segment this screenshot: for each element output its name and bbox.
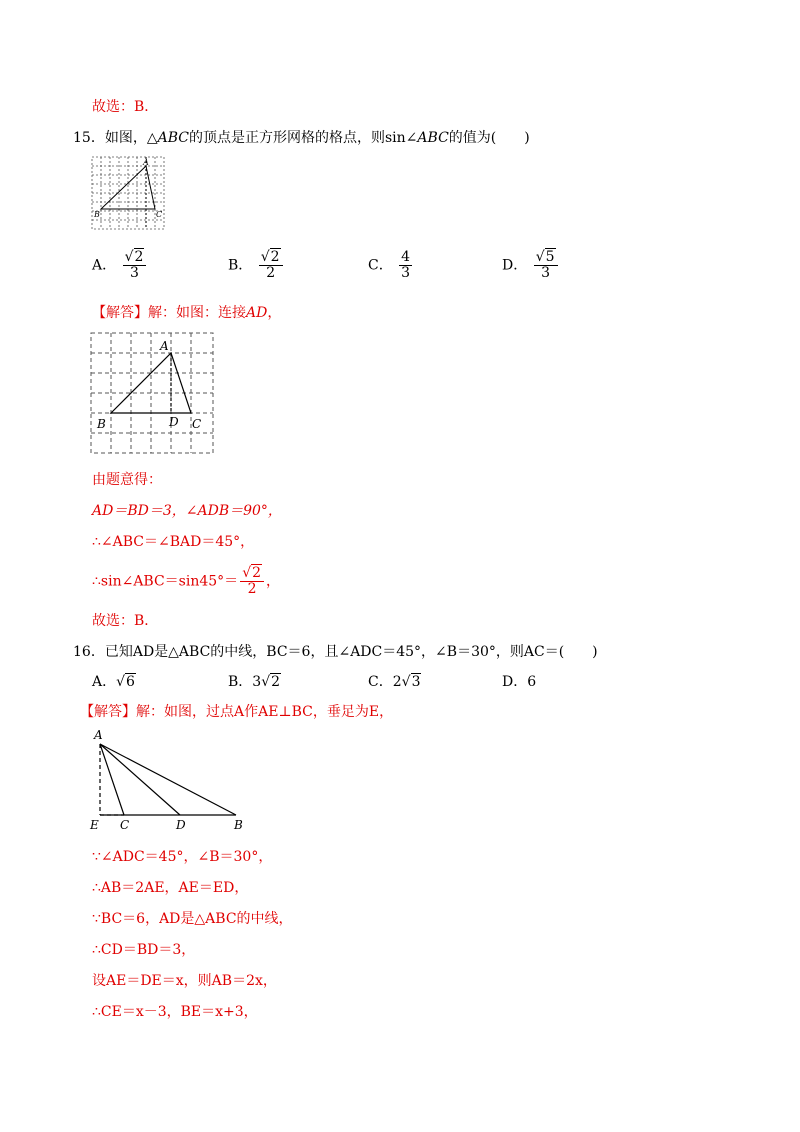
q15-sol-label-b: B xyxy=(97,417,106,431)
q16-solution-l2: ∴AB＝2AE，AE＝ED， xyxy=(92,880,249,896)
q16-option-c-coef: 2 xyxy=(392,674,402,690)
q16-option-a[interactable] xyxy=(92,673,136,691)
q16-option-a-letter: A． xyxy=(92,674,117,690)
q15-solution-l5: 故选：B． xyxy=(92,613,159,629)
q16-option-d-value: 6 xyxy=(527,674,537,690)
q15-stem-b: 的顶点是正方形网格的格点，则 xyxy=(188,130,385,146)
q15-solution-l4-den: 2 xyxy=(247,581,257,597)
q16-sol-label-b: B xyxy=(234,818,243,832)
q16-solution-figure xyxy=(88,727,258,832)
q15-option-a-letter: A． xyxy=(92,257,117,274)
q16-solution-l3: ∵BC＝6，AD是△ABC的中线， xyxy=(92,911,293,927)
q16-option-a-rad: 6 xyxy=(126,674,135,690)
q15-solution-head-var: AD xyxy=(246,305,268,321)
q15-option-a[interactable] xyxy=(92,250,148,281)
sqrt-icon: √ xyxy=(261,674,271,690)
q16-option-b-letter: B． xyxy=(228,674,253,690)
q15-solution-head-end: ， xyxy=(267,305,282,321)
q15-sol-label-c: C xyxy=(192,417,202,431)
q15-sol-label-a: A xyxy=(160,339,169,353)
q15-fig-label-b: B xyxy=(94,210,100,219)
q15-option-b-letter: B． xyxy=(228,257,253,274)
q16-solution-l5: 设AE＝DE＝x，则AB＝2x， xyxy=(92,973,277,989)
q15-fig-label-a: A xyxy=(143,158,149,167)
q15-option-c-num: 4 xyxy=(401,249,411,265)
q16-solution-l6: ∴CE＝x－3，BE＝x+3， xyxy=(92,1004,258,1020)
q15-figure xyxy=(90,155,170,235)
q15-option-d-den: 3 xyxy=(541,265,551,281)
q15-option-d-rad: 5 xyxy=(545,249,555,265)
q15-solution-l4-pre: ∴sin∠ABC＝sin45°＝ xyxy=(92,573,239,590)
q16-stem xyxy=(73,643,598,661)
q15-option-d[interactable] xyxy=(502,250,560,281)
q15-option-c-letter: C． xyxy=(368,257,393,274)
q15-solution-l3: ∴∠ABC＝∠BAD＝45°， xyxy=(92,534,255,550)
sqrt-icon: √ xyxy=(535,249,545,265)
q16-number: 16． xyxy=(73,644,105,660)
q16-solution-l4: ∴CD＝BD＝3， xyxy=(92,942,196,958)
sqrt-icon: √ xyxy=(242,565,252,581)
q16-option-c-rad: 3 xyxy=(411,674,421,690)
q15-number: 15． xyxy=(73,130,105,146)
q16-option-b-coef: 3 xyxy=(252,674,262,690)
q16-option-d[interactable] xyxy=(502,673,536,691)
q15-option-a-rad: 2 xyxy=(134,249,144,265)
q15-solution-l2: AD＝BD＝3，∠ADB＝90°， xyxy=(92,503,282,519)
q16-stem-text: 已知AD是△ABC的中线，BC＝6，且∠ADC＝45°，∠B＝30°，则AC＝( ) xyxy=(104,644,598,660)
q15-solution-figure xyxy=(88,330,218,455)
q15-stem xyxy=(73,129,530,147)
q16-option-b-rad: 2 xyxy=(271,674,281,690)
q16-option-b[interactable] xyxy=(228,673,281,691)
q16-sol-label-d: D xyxy=(176,818,186,832)
q15-stem-abc: ABC xyxy=(157,130,189,146)
q15-option-d-letter: D． xyxy=(502,257,528,274)
q15-stem-c: 的值为( ) xyxy=(448,130,530,146)
q15-sol-label-d: D xyxy=(169,415,179,429)
q15-stem-abc2: ABC xyxy=(417,130,449,146)
q15-solution-l4-rad: 2 xyxy=(252,565,262,581)
q16-option-d-letter: D． xyxy=(502,674,528,690)
q16-option-c-letter: C． xyxy=(368,674,393,690)
q15-stem-sin: sin∠ xyxy=(384,130,418,146)
q15-fig-label-c: C xyxy=(156,210,163,219)
q15-solution-l1: 由题意得： xyxy=(92,472,162,488)
q16-solution-head: 【解答】解：如图，过点A作AE⊥BC，垂足为E， xyxy=(80,704,394,720)
q15-solution-l4 xyxy=(92,566,280,596)
q16-sol-label-c: C xyxy=(120,818,130,832)
q15-option-b[interactable] xyxy=(228,250,285,281)
q15-solution-head-text: 【解答】解：如图：连接 xyxy=(92,305,246,321)
q15-option-c[interactable] xyxy=(368,250,414,281)
q15-solution-head xyxy=(92,304,281,322)
q15-option-b-den: 2 xyxy=(266,265,276,281)
q15-option-b-rad: 2 xyxy=(270,249,280,265)
q15-stem-a: 如图，△ xyxy=(104,130,158,146)
q16-sol-label-e: E xyxy=(90,818,99,832)
sqrt-icon: √ xyxy=(124,249,134,265)
q15-solution-l4-end: ， xyxy=(266,573,281,590)
sqrt-icon: √ xyxy=(116,674,126,690)
prev-answer-line: 故选：B． xyxy=(92,99,159,115)
q16-sol-label-a: A xyxy=(94,728,103,742)
q15-option-a-den: 3 xyxy=(130,265,139,281)
q15-option-c-den: 3 xyxy=(401,265,411,281)
sqrt-icon: √ xyxy=(260,249,270,265)
q16-solution-l1: ∵∠ADC＝45°，∠B＝30°， xyxy=(92,849,273,865)
sqrt-icon: √ xyxy=(401,674,411,690)
q16-option-c[interactable] xyxy=(368,673,421,691)
